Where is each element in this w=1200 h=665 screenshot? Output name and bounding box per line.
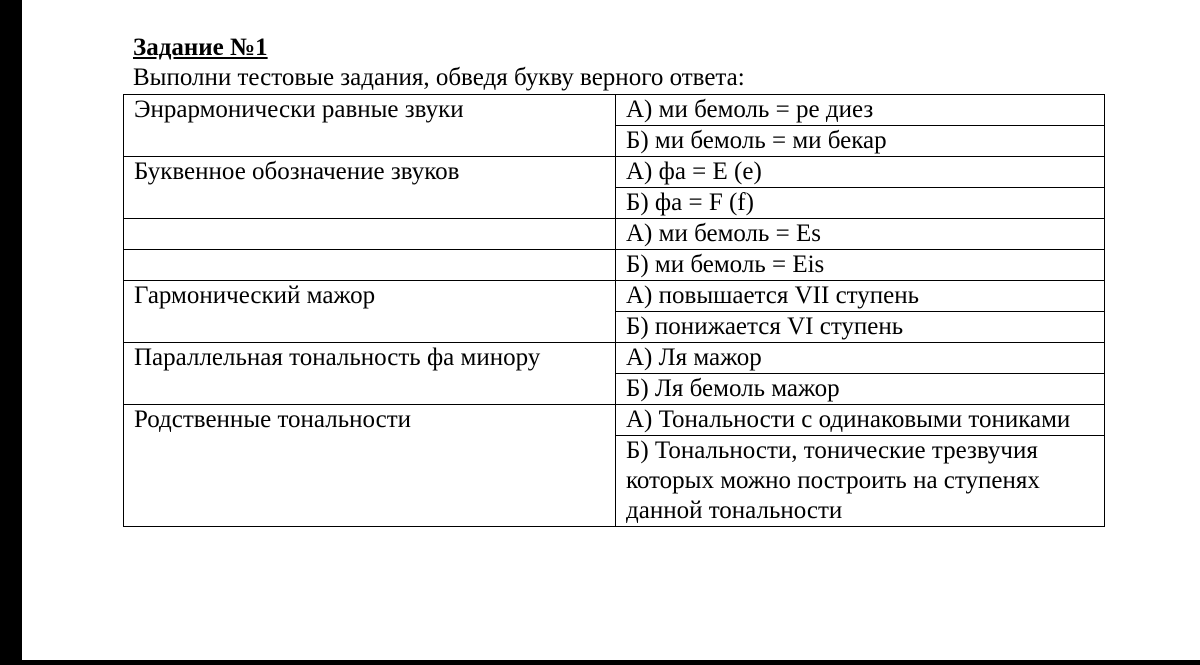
task-title: Задание №1	[133, 34, 268, 61]
answer-option[interactable]: А) фа = E (e)	[616, 157, 1105, 188]
question-cell: Гармонический мажор	[124, 281, 616, 343]
answer-option[interactable]: А) ми бемоль = ре диез	[616, 95, 1105, 126]
question-cell: Буквенное обозначение звуков	[124, 157, 616, 219]
answer-option[interactable]: Б) ми бемоль = Eis	[616, 250, 1105, 281]
answer-option[interactable]: Б) Тональности, тонические трезвучия которых можно построить на ступенях данной тональности	[616, 436, 1105, 527]
question-cell	[124, 250, 616, 281]
answer-option[interactable]: Б) Ля бемоль мажор	[616, 374, 1105, 405]
table-row	[124, 250, 1105, 281]
task-instruction: Выполни тестовые задания, обведя букву верного ответа:	[133, 64, 745, 91]
answer-option[interactable]: Б) ми бемоль = ми бекар	[616, 126, 1105, 157]
question-cell: Энрармонически равные звуки	[124, 95, 616, 157]
test-table	[123, 94, 1105, 527]
answer-option[interactable]: А) повышается VII ступень	[616, 281, 1105, 312]
table-row	[124, 157, 1105, 188]
answer-option[interactable]: Б) фа = F (f)	[616, 188, 1105, 219]
answer-option[interactable]: Б) понижается VI ступень	[616, 312, 1105, 343]
question-cell: Родственные тональности	[124, 405, 616, 527]
table-row	[124, 405, 1105, 436]
table-row	[124, 281, 1105, 312]
answer-option[interactable]: А) Тональности с одинаковыми тониками	[616, 405, 1105, 436]
table-row	[124, 219, 1105, 250]
table-row	[124, 343, 1105, 374]
table-row	[124, 95, 1105, 126]
question-cell	[124, 219, 616, 250]
answer-option[interactable]: А) Ля мажор	[616, 343, 1105, 374]
question-cell: Параллельная тональность фа минору	[124, 343, 616, 405]
answer-option[interactable]: А) ми бемоль = Es	[616, 219, 1105, 250]
